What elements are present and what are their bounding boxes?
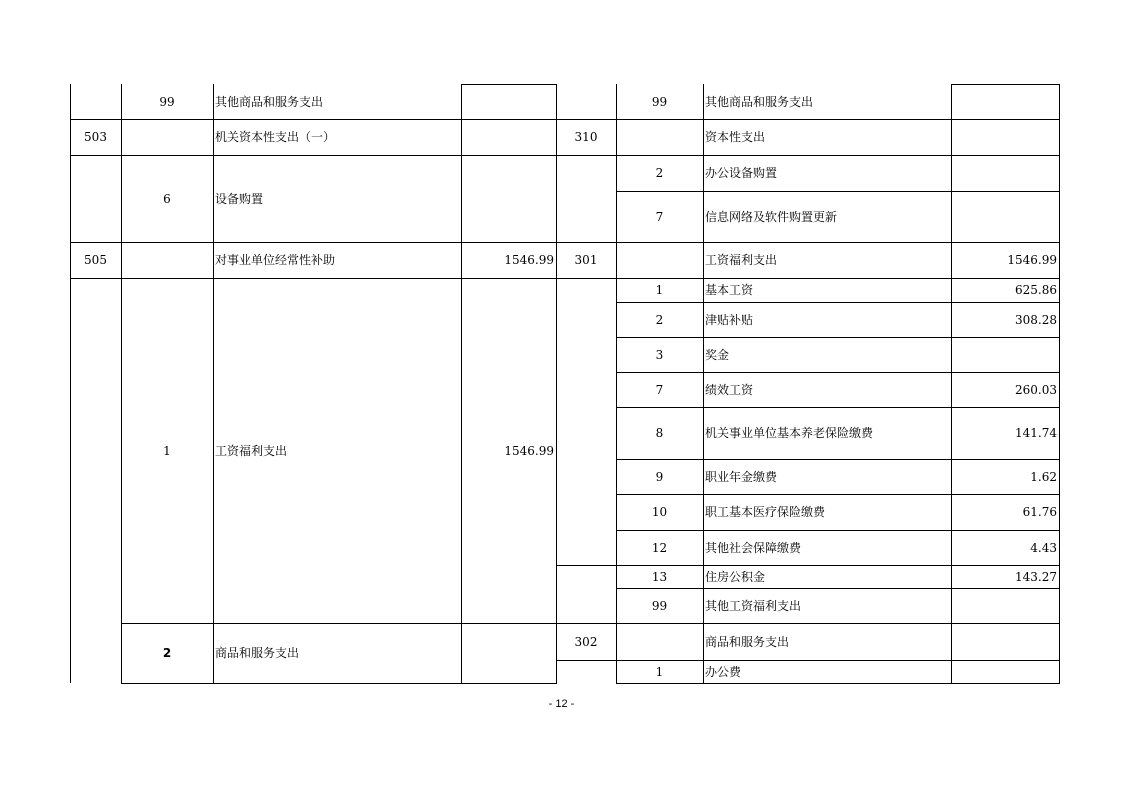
right-row-10-item: 9 [655,469,664,484]
right-row-13-name: 住房公积金 [705,569,766,584]
left-row-2-amount [461,155,556,242]
right-row-9-class [556,407,616,459]
left-row-3-amount: 1546.99 [504,253,554,267]
right-row-9-item: 8 [655,426,664,440]
right-row-13-item: 13 [651,569,668,584]
right-row-15-item [616,623,703,660]
right-row-7-item: 3 [655,347,664,362]
left-row-2-item: 6 [163,191,171,206]
right-row-6-class [556,302,616,337]
right-row-16-amount [951,660,1059,683]
right-row-10-name: 职业年金缴费 [705,469,778,484]
left-row-3-name: 对事业单位经常性补助 [215,253,336,267]
right-row-14-item: 99 [651,598,668,613]
right-row-4-name: 工资福利支出 [705,253,778,267]
left-row-0-amount [461,84,556,119]
right-row-12-amount: 4.43 [1030,540,1057,555]
right-row-1-class: 310 [574,130,598,144]
left-row-1-amount [461,119,556,155]
left-row-2-class [70,155,121,242]
right-row-13-amount: 143.27 [1015,569,1057,584]
left-row-0-item: 99 [159,94,175,109]
right-row-0-item: 99 [651,94,668,109]
right-row-12-name: 其他社会保障缴费 [705,540,802,555]
right-row-12-class [556,530,616,565]
page-number: - 12 - [548,698,575,710]
right-row-7-class [556,337,616,372]
left-row-2-name: 设备购置 [215,191,264,206]
right-row-11-name: 职工基本医疗保险缴费 [705,505,826,519]
right-row-11-item: 10 [651,505,668,519]
left-row-5-name: 商品和服务支出 [215,646,300,660]
right-row-13-class [556,565,616,588]
right-row-0-class [556,84,616,119]
right-row-9-amount: 141.74 [1015,426,1057,440]
left-row-4-class [70,278,121,623]
right-row-7-name: 奖金 [705,347,730,362]
right-row-1-item [616,119,703,155]
right-row-14-name: 其他工资福利支出 [705,598,802,613]
left-row-4-name: 工资福利支出 [215,443,288,458]
right-row-15-amount [951,623,1059,660]
right-row-11-amount: 61.76 [1022,505,1057,519]
right-row-6-name: 津贴补贴 [705,312,754,327]
right-row-10-amount: 1.62 [1030,469,1057,484]
right-row-2-item: 2 [655,166,664,180]
right-row-14-amount [951,588,1059,623]
left-row-0-class [70,84,121,119]
right-row-15-class: 302 [574,634,598,649]
left-row-1-name: 机关资本性支出（一） [215,130,336,144]
right-row-4-item [616,242,703,278]
left-row-5-amount [461,623,556,683]
right-row-5-item: 1 [655,283,664,297]
right-row-3-amount [951,191,1059,242]
right-row-1-amount [951,119,1059,155]
right-row-15-name: 商品和服务支出 [705,634,790,649]
right-row-2-name: 办公设备购置 [705,166,778,180]
right-row-8-class [556,372,616,407]
right-row-5-amount: 625.86 [1015,283,1057,297]
right-row-8-item: 7 [655,382,664,397]
left-row-1-class: 503 [84,130,107,144]
right-row-14-class [556,588,616,623]
right-row-8-name: 绩效工资 [705,382,754,397]
right-row-5-name: 基本工资 [705,283,754,297]
right-row-11-class [556,494,616,530]
right-row-6-item: 2 [655,312,664,327]
left-row-1-item [121,119,213,155]
right-row-7-amount [951,337,1059,372]
right-row-12-item: 12 [651,540,668,555]
right-row-4-amount: 1546.99 [1007,253,1057,267]
left-row-4-amount: 1546.99 [504,443,554,458]
right-row-3-item: 7 [655,209,664,224]
left-row-4-item: 1 [163,443,171,458]
right-row-8-amount: 260.03 [1015,382,1057,397]
right-row-0-name: 其他商品和服务支出 [705,94,814,109]
right-row-6-amount: 308.28 [1015,312,1057,327]
right-row-0-amount [951,84,1059,119]
right-row-3-class [556,191,616,242]
left-row-5-class [70,623,121,683]
right-row-16-class [556,660,616,683]
right-row-10-class [556,459,616,494]
right-row-9-name: 机关事业单位基本养老保险缴费 [705,426,874,440]
right-row-1-name: 资本性支出 [705,130,766,144]
right-row-4-class: 301 [574,253,598,267]
right-row-2-amount [951,155,1059,191]
left-row-0-name: 其他商品和服务支出 [215,94,324,109]
right-row-3-name: 信息网络及软件购置更新 [705,209,838,224]
left-row-3-item [121,242,213,278]
right-row-16-name: 办公费 [705,664,742,679]
left-row-3-class: 505 [84,253,107,267]
right-row-16-item: 1 [655,664,664,679]
left-row-5-item: 2 [162,646,172,660]
right-row-2-class [556,155,616,191]
right-row-5-class [556,278,616,302]
